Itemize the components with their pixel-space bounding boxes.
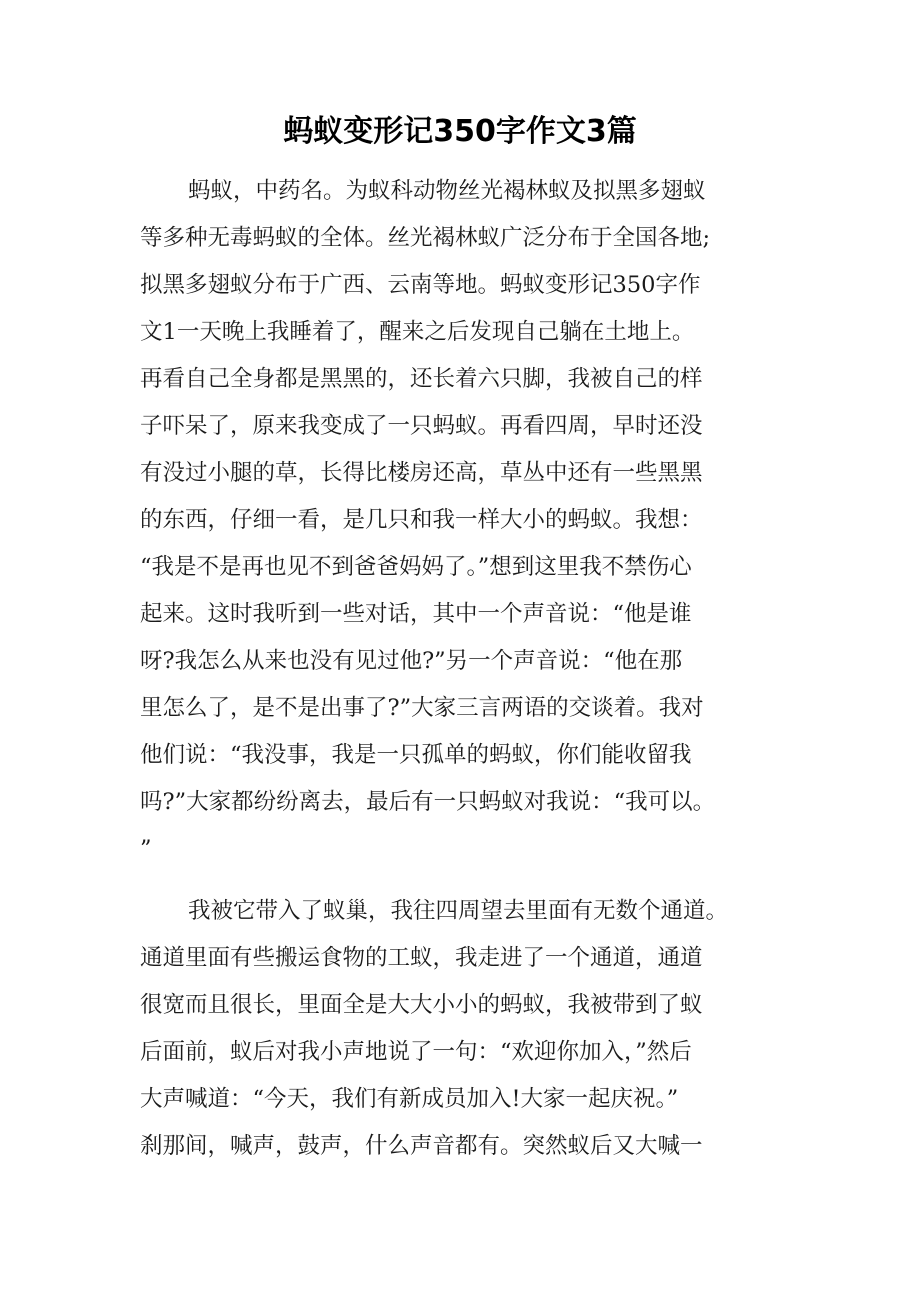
paragraph-line: 子吓呆了，原来我变成了一只蚂蚁。再看四周，早时还没 — [140, 413, 703, 439]
paragraph-line: “我是不是再也见不到爸爸妈妈了。”想到这里我不禁伤心 — [140, 554, 692, 580]
paragraph-line: 通道里面有些搬运食物的工蚁，我走进了一个通道，通道 — [140, 945, 703, 971]
paragraph-line: 大声喊道：“今天，我们有新成员加入!大家一起庆祝。” — [140, 1086, 679, 1112]
paragraph-line: 里怎么了，是不是出事了?”大家三言两语的交谈着。我对 — [140, 695, 704, 721]
paragraph-line: 等多种无毒蚂蚁的全体。丝光褐林蚁广泛分布于全国各地; — [140, 225, 711, 251]
document-title: 蚂蚁变形记350字作文3篇 — [283, 114, 637, 149]
paragraph-line: 我被它带入了蚁巢，我往四周望去里面有无数个通道。 — [188, 898, 729, 924]
paragraph-line: 有没过小腿的草，长得比楼房还高，草丛中还有一些黑黑 — [140, 460, 703, 486]
paragraph-line: 很宽而且很长，里面全是大大小小的蚂蚁，我被带到了蚁 — [140, 992, 703, 1018]
paragraph-line: 文1一天晚上我睡着了，醒来之后发现自己躺在土地上。 — [140, 319, 695, 345]
paragraph-line: 呀?我怎么从来也没有见过他?”另一个声音说：“他在那 — [140, 648, 683, 674]
paragraph-line: 他们说：“我没事，我是一只孤单的蚂蚁，你们能收留我 — [140, 742, 692, 768]
paragraph-line: 蚂蚁，中药名。为蚁科动物丝光褐林蚁及拟黑多翅蚁 — [188, 178, 706, 204]
paragraph-line: 拟黑多翅蚁分布于广西、云南等地。蚂蚁变形记350字作 — [140, 272, 701, 298]
paragraph-line: 起来。这时我听到一些对话，其中一个声音说：“他是谁 — [140, 601, 692, 627]
paragraph-line: 后面前，蚁后对我小声地说了一句：“欢迎你加入，”然后 — [140, 1039, 692, 1065]
paragraph-line: 的东西，仔细一看，是几只和我一样大小的蚂蚁。我想： — [140, 507, 703, 533]
paragraph-line: 吗?”大家都纷纷离去，最后有一只蚂蚁对我说：“我可以。 — [140, 789, 716, 815]
paragraph-line: ” — [140, 836, 152, 862]
paragraph-line: 刹那间，喊声，鼓声，什么声音都有。突然蚁后又大喊一 — [140, 1133, 703, 1159]
paragraph-line: 再看自己全身都是黑黑的，还长着六只脚，我被自己的样 — [140, 366, 703, 392]
